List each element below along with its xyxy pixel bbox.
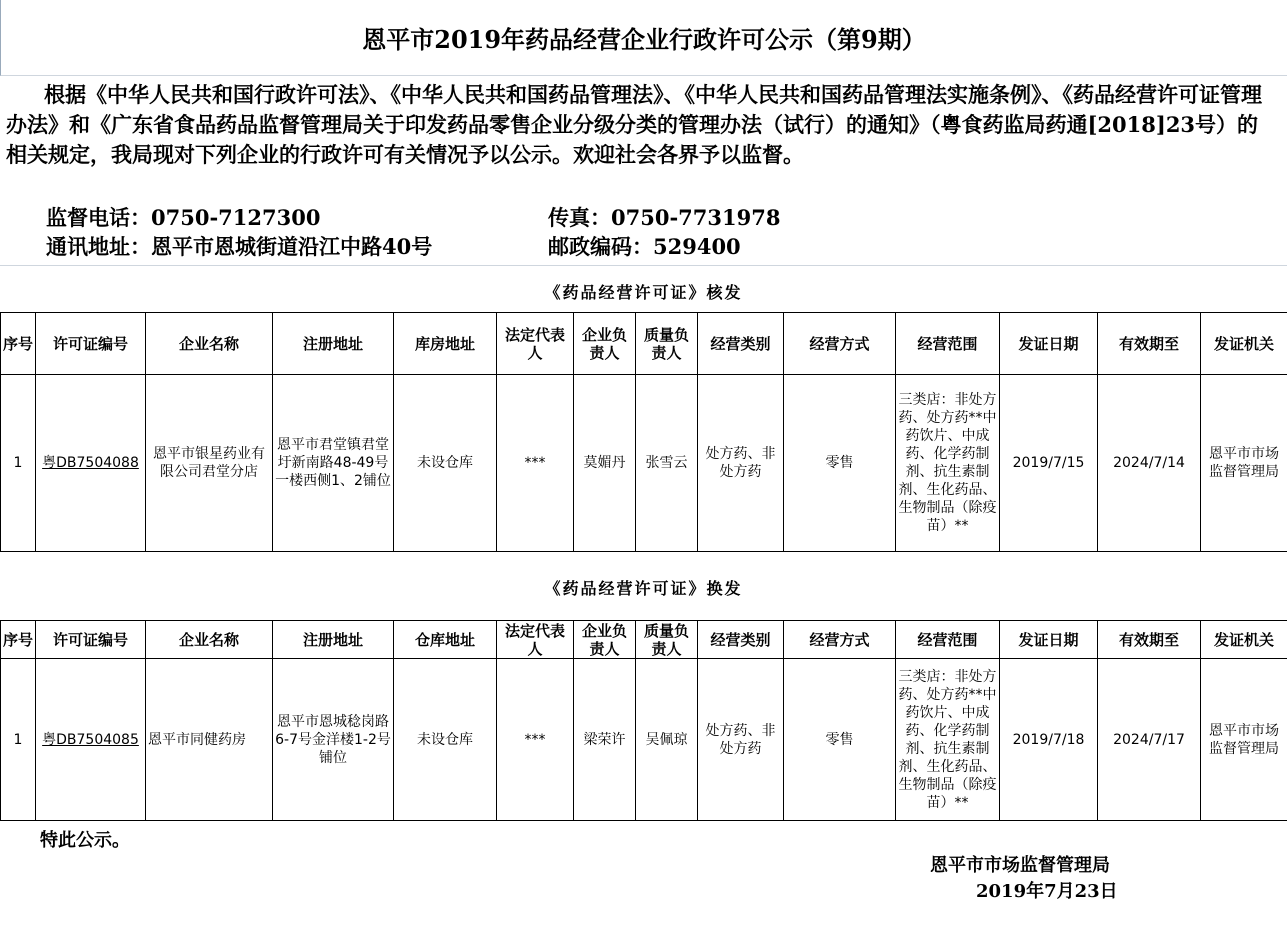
table-cell: [1201, 375, 1287, 552]
license-number-link[interactable]: 粤DB7504088: [42, 455, 139, 471]
table-cell: [273, 659, 394, 821]
table-cell-text: 莫媚丹: [583, 455, 626, 471]
column-header: 发证日期: [1000, 621, 1098, 659]
column-header: 企业名称: [146, 621, 273, 659]
table-cell: [784, 375, 896, 552]
table-cell-text: 处方药、非处方药: [705, 446, 776, 480]
table-cell-text: 2019/7/18: [1012, 731, 1085, 748]
column-header: 质量负责人: [636, 621, 698, 659]
table-cell: [574, 659, 636, 821]
postcode: 邮政编码：529400: [548, 234, 741, 259]
table-cell-text: 1: [13, 455, 23, 471]
table-cell-text: 恩平市银星药业有限公司君堂分店: [153, 446, 265, 480]
table-cell: [1, 375, 36, 552]
notice-text: 特此公示。: [40, 830, 130, 851]
table-cell: [896, 659, 1000, 821]
table-cell-text: 恩平市市场监督管理局: [1209, 446, 1279, 480]
table-cell-text: 2019/7/15: [1012, 455, 1085, 471]
intro-paragraph: [6, 80, 1278, 170]
table-cell: [394, 375, 497, 552]
table-cell: [636, 375, 698, 552]
issuing-org: 恩平市市场监督管理局: [930, 855, 1110, 876]
table-cell: [146, 659, 273, 821]
table-cell-text: 恩平市恩城稔岗路6-7号金洋楼1-2号铺位: [275, 713, 391, 766]
table-cell-text: 张雪云: [645, 455, 688, 471]
column-header: 发证机关: [1201, 313, 1287, 375]
column-header: 许可证编号: [36, 313, 146, 375]
intro-text: 根据《中华人民共和国行政许可法》、《中华人民共和国药品管理法》、《中华人民共和国药品管理法实施条例》、《药品经营许可证管理办法》和《广东省食品药品监督管理局关于印发药品零售企业分级分类的管理办法（试行）的通知》（粤食药监局药通[2018]23号）的相关规定，我局现对下列企业的行政许可有关情况予以公示。欢迎社会各界予以监督。: [6, 82, 1262, 167]
table-cell: [574, 375, 636, 552]
table-cell-text: 未设仓库: [417, 455, 473, 471]
table-cell-text: 恩平市同健药房: [148, 731, 246, 748]
table-cell-text: 恩平市君堂镇君堂圩新南路48-49号一楼西侧1、2铺位: [275, 437, 391, 489]
divider: [0, 265, 1287, 266]
column-header: 经营方式: [784, 313, 896, 375]
column-header: 企业负责人: [574, 621, 636, 659]
license-number-link[interactable]: 粤DB7504085: [42, 731, 139, 748]
table-cell: [497, 659, 574, 821]
column-header: 库房地址: [394, 313, 497, 375]
table-cell: [896, 375, 1000, 552]
issue-date: 2019年7月23日: [976, 881, 1118, 902]
supervision-phone: 监督电话：0750-7127300: [46, 205, 321, 230]
table-cell-text: 梁荣许: [583, 731, 626, 748]
table-cell: [1000, 375, 1098, 552]
table-cell: [36, 659, 146, 821]
table-cell: [698, 375, 784, 552]
table-cell-text: 1: [13, 731, 23, 748]
column-header: 经营范围: [896, 313, 1000, 375]
column-header: 序号: [1, 621, 36, 659]
column-header: 注册地址: [273, 313, 394, 375]
column-header: 经营范围: [896, 621, 1000, 659]
page-title: 恩平市2019年药品经营企业行政许可公示（第9期）: [0, 0, 1287, 76]
column-header: 发证日期: [1000, 313, 1098, 375]
table-cell: [36, 375, 146, 552]
column-header: 经营类别: [698, 621, 784, 659]
table-cell-text: 未设仓库: [417, 731, 473, 748]
table-cell-text: 2024/7/17: [1113, 731, 1185, 748]
table-header-row: [1, 313, 1287, 375]
fax: 传真：0750-7731978: [548, 205, 781, 230]
column-header: 发证机关: [1201, 621, 1287, 659]
column-header: 法定代表人: [497, 621, 574, 659]
column-header: 企业负责人: [574, 313, 636, 375]
table-cell: [1098, 659, 1201, 821]
table-row: [1, 375, 1287, 552]
table-header-row: [1, 621, 1287, 659]
column-header: 有效期至: [1098, 313, 1201, 375]
column-header: 注册地址: [273, 621, 394, 659]
column-header: 仓库地址: [394, 621, 497, 659]
table-cell: [1098, 375, 1201, 552]
column-header: 法定代表人: [497, 313, 574, 375]
section-heading-renewal: 《药品经营许可证》换发: [544, 579, 743, 598]
column-header: 许可证编号: [36, 621, 146, 659]
table-cell: [1, 659, 36, 821]
table-cell-text: ***: [524, 455, 546, 471]
table-cell: [394, 659, 497, 821]
table-cell-text: 零售: [825, 731, 854, 748]
table-cell-text: 恩平市市场监督管理局: [1209, 722, 1279, 757]
table-cell-text: 三类店：非处方药、处方药**中药饮片、中成药、化学药制剂、抗生素制剂、生化药品、生物制品（除疫苗）**: [898, 668, 997, 811]
license-table: [0, 312, 1287, 552]
column-header: 经营方式: [784, 621, 896, 659]
table-cell: [1201, 659, 1287, 821]
table-cell-text: 吴佩琼: [645, 731, 688, 748]
column-header: 企业名称: [146, 313, 273, 375]
column-header: 质量负责人: [636, 313, 698, 375]
section-heading-issue: 《药品经营许可证》核发: [544, 283, 743, 302]
table-cell: [698, 659, 784, 821]
column-header: 有效期至: [1098, 621, 1201, 659]
table-cell-text: 三类店：非处方药、处方药**中药饮片、中成药、化学药制剂、抗生素制剂、生化药品、生物制品（除疫苗）**: [898, 392, 997, 534]
table-cell: [784, 659, 896, 821]
column-header: 序号: [1, 313, 36, 375]
license-table: [0, 620, 1287, 821]
column-header: 经营类别: [698, 313, 784, 375]
table-cell: [1000, 659, 1098, 821]
table-cell-text: ***: [524, 731, 546, 748]
table-row: [1, 659, 1287, 821]
table-cell: [273, 375, 394, 552]
table-cell-text: 零售: [825, 455, 854, 471]
table-cell-text: 2024/7/14: [1113, 455, 1185, 471]
table-cell: [497, 375, 574, 552]
table-cell: [636, 659, 698, 821]
table-cell-text: 处方药、非处方药: [705, 722, 776, 757]
table-cell: [146, 375, 273, 552]
address: 通讯地址：恩平市恩城街道沿江中路40号: [46, 234, 433, 259]
